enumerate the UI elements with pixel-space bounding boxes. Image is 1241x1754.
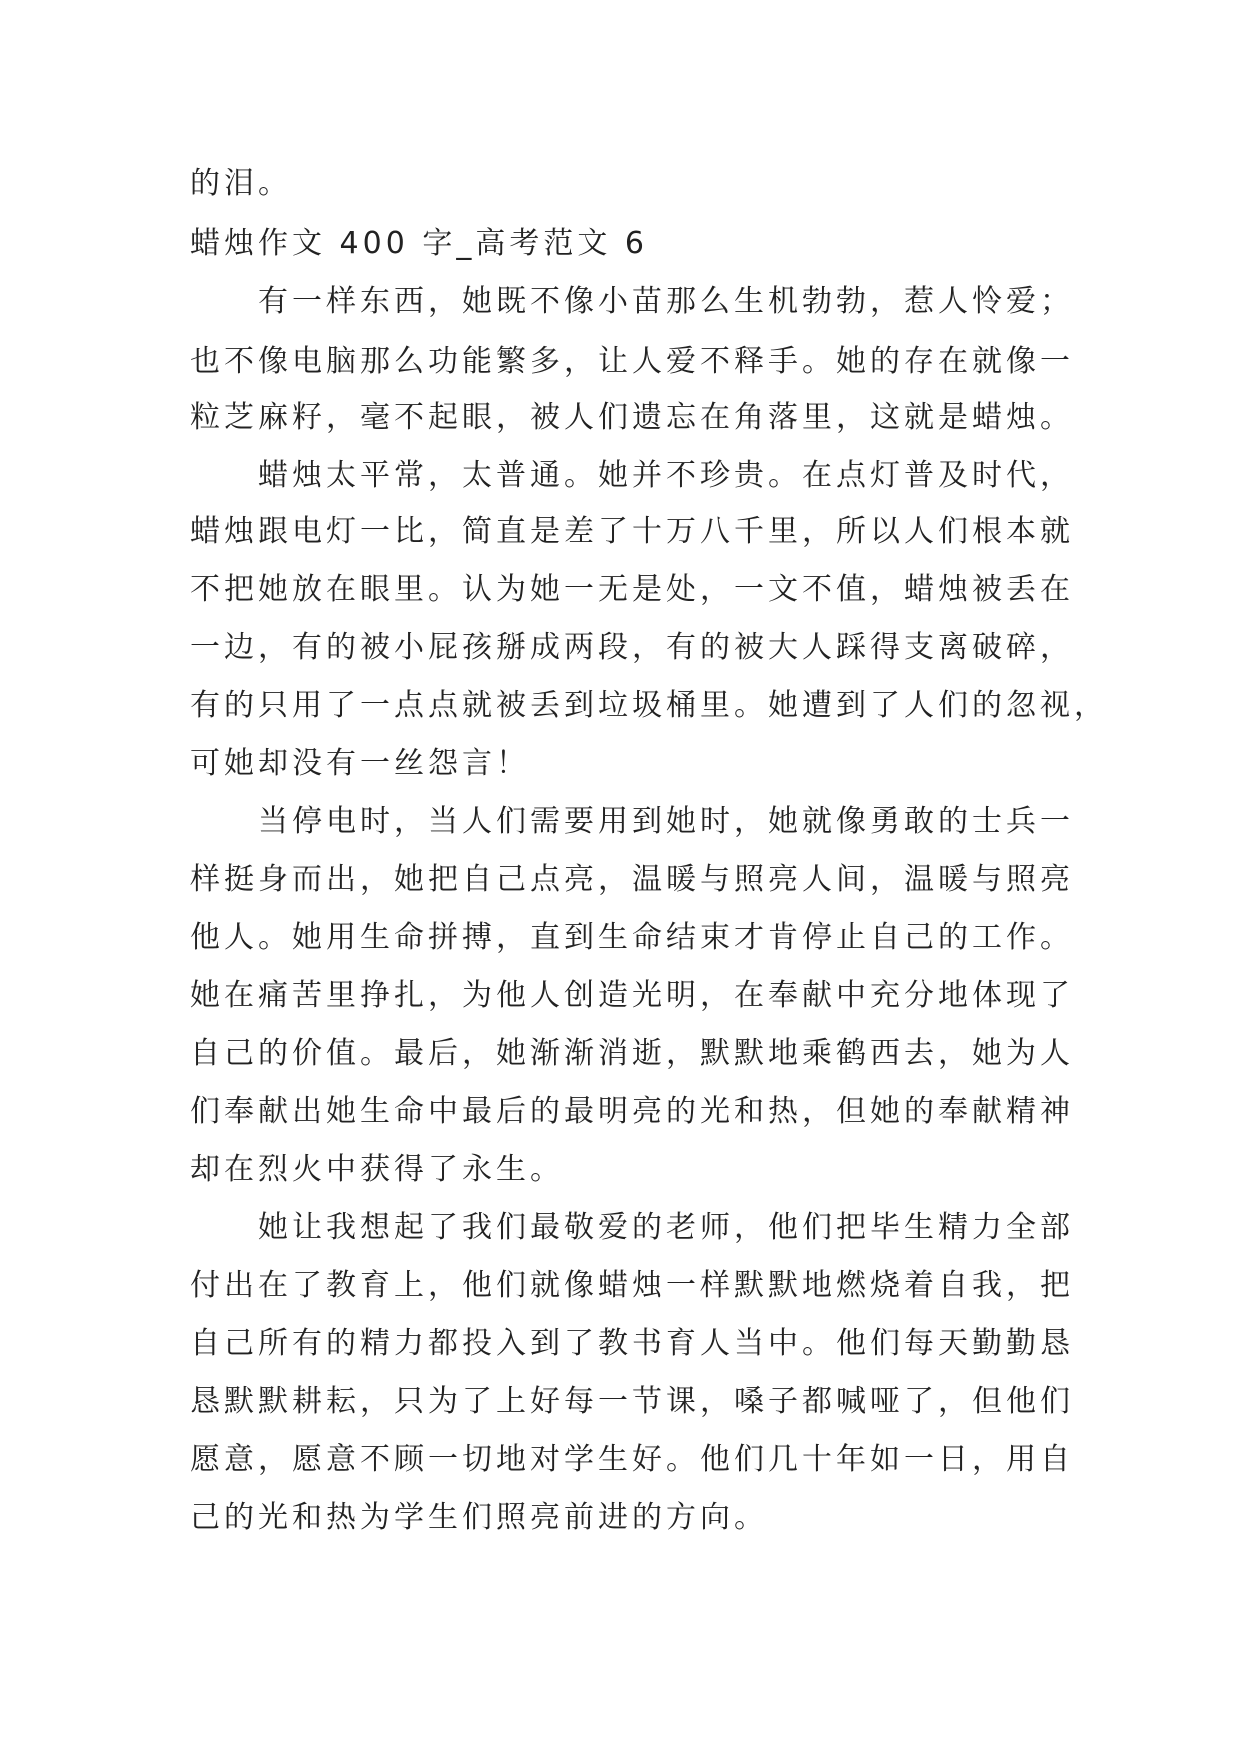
top-fragment: 的泪。	[190, 166, 292, 201]
paragraph-line: 蜡烛太平常，太普通。她并不珍贵。在点灯普及时代，	[258, 458, 1074, 493]
paragraph-line: 当停电时，当人们需要用到她时，她就像勇敢的士兵一	[258, 804, 1074, 839]
paragraph-line: 付出在了教育上，他们就像蜡烛一样默默地燃烧着自我，把	[190, 1268, 1074, 1303]
paragraph-line: 样挺身而出，她把自己点亮，温暖与照亮人间，温暖与照亮	[190, 862, 1074, 897]
paragraph-line: 们奉献出她生命中最后的最明亮的光和热，但她的奉献精神	[190, 1094, 1074, 1129]
paragraph-line: 不把她放在眼里。认为她一无是处，一文不值，蜡烛被丢在	[190, 572, 1074, 607]
paragraph-line: 有的只用了一点点就被丢到垃圾桶里。她遭到了人们的忽视，	[190, 688, 1108, 723]
paragraph-line: 她让我想起了我们最敬爱的老师，他们把毕生精力全部	[258, 1210, 1074, 1245]
paragraph-line: 恳默默耕耘，只为了上好每一节课，嗓子都喊哑了，但他们	[190, 1384, 1074, 1419]
paragraph-line: 粒芝麻籽，毫不起眼，被人们遗忘在角落里，这就是蜡烛。	[190, 400, 1074, 435]
paragraph-line: 自己的价值。最后，她渐渐消逝，默默地乘鹤西去，她为人	[190, 1036, 1074, 1071]
paragraph-line: 可她却没有一丝怨言！	[190, 746, 530, 781]
paragraph-line: 也不像电脑那么功能繁多，让人爱不释手。她的存在就像一	[190, 344, 1074, 379]
paragraph-line: 他人。她用生命拼搏，直到生命结束才肯停止自己的工作。	[190, 920, 1074, 955]
paragraph-line: 有一样东西，她既不像小苗那么生机勃勃，惹人怜爱；	[258, 284, 1074, 319]
paragraph-line: 愿意，愿意不顾一切地对学生好。他们几十年如一日，用自	[190, 1442, 1074, 1477]
paragraph-line: 却在烈火中获得了永生。	[190, 1152, 564, 1187]
section-heading: 蜡烛作文 400 字_高考范文 6	[190, 226, 648, 261]
paragraph-line: 她在痛苦里挣扎，为他人创造光明，在奉献中充分地体现了	[190, 978, 1074, 1013]
paragraph-line: 一边，有的被小屁孩掰成两段，有的被大人踩得支离破碎，	[190, 630, 1074, 665]
paragraph-line: 蜡烛跟电灯一比，简直是差了十万八千里，所以人们根本就	[190, 514, 1074, 549]
paragraph-line: 己的光和热为学生们照亮前进的方向。	[190, 1500, 768, 1535]
paragraph-line: 自己所有的精力都投入到了教书育人当中。他们每天勤勤恳	[190, 1326, 1074, 1361]
